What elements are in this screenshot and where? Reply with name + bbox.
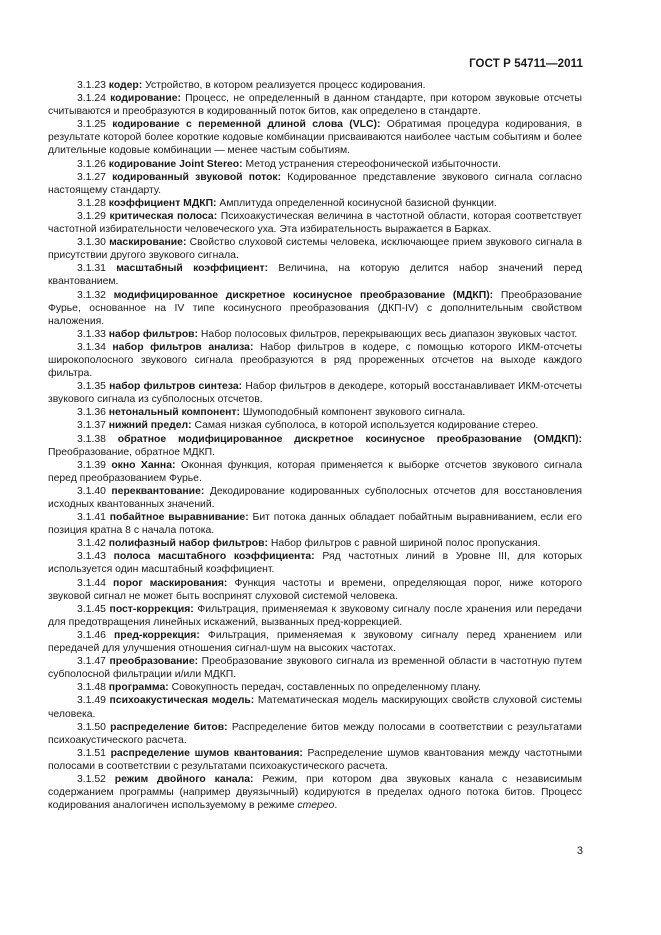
term-name: пост-коррекция: [109, 603, 194, 615]
term-definition [243, 407, 465, 418]
term-name: режим двойного канала: [114, 773, 254, 785]
term-number: 3.1.47 [77, 656, 106, 668]
term-name: нетональный компонент: [108, 407, 240, 419]
term-number: 3.1.52 [77, 773, 106, 785]
term-name: окно Ханна: [111, 459, 176, 471]
term-entry [48, 550, 582, 576]
term-name: порог маскирования: [113, 577, 228, 589]
term-definition-text: Декодирование кодированных субполосных отсчетов для восстановления исходных квантованных значений. [48, 485, 583, 510]
term-name: критическая полоса: [109, 210, 218, 222]
term-definition [201, 329, 577, 340]
term-definition-text: Набор фильтров в декодере, который восстанавливает ИКМ-отсчеты звукового сигнала из субполосных отсчетов. [48, 381, 582, 406]
term-definition-text: Бит потока данных обладает побайтным выравниванием, если его позиция кратна 8 с начала потока. [48, 512, 583, 537]
term-entry [48, 419, 582, 432]
term-definition-text: Набор фильтров в кодере, с помощью которого ИКМ-отсчеты широкополосного звукового сигнала преобразуются в ряд прореженных отсчетов на выходе каждого фильтра. [48, 341, 582, 380]
term-entry [48, 289, 582, 328]
term-number: 3.1.24 [77, 93, 106, 105]
term-definition-text: Процесс, не определенный в данном стандарте, при котором звуковые отсчеты считываются и преобразуются в кодированный поток битов, как определено в стандарте. [48, 93, 583, 118]
term-number: 3.1.37 [77, 420, 106, 432]
term-number: 3.1.25 [77, 119, 106, 131]
term-name: обратное модифицированное дискретное косинусное преобразование (ОМДКП): [117, 433, 583, 445]
terms-list [48, 79, 582, 812]
term-definition-text: Математическая модель маскирующих свойств слуховой системы человека. [48, 695, 583, 720]
term-number: 3.1.48 [77, 682, 106, 694]
term-name: распределение шумов квантования: [110, 747, 303, 759]
term-entry [48, 773, 582, 812]
term-entry [48, 721, 582, 747]
term-definition-text: Фильтрация, применяемая к звуковому сигналу перед хранением или передачей для улучшения отношения сигнал-шум на высоких частотах. [48, 629, 582, 655]
term-name: распределение битов: [110, 721, 228, 733]
term-number: 3.1.26 [77, 158, 106, 170]
term-entry [48, 380, 582, 406]
term-entry [48, 694, 582, 720]
term-definition-text: Оконная функция, которая применяется к выборке отсчетов звукового сигнала перед преобразованием Фурье. [48, 459, 583, 484]
term-name: кодирование с переменной длиной слова (VLC): [112, 119, 381, 131]
term-number: 3.1.42 [77, 538, 106, 550]
term-definition-text: Психоакустическая величина в частотной области, которая соответствует частотной избирательности человеческого уха. Эта избирательность выражается в Барках. [48, 210, 583, 236]
term-entry [48, 747, 582, 773]
term-name: побайтное выравнивание: [109, 512, 249, 524]
term-entry [48, 681, 582, 694]
term-name: кодированный звуковой поток: [112, 171, 282, 183]
term-number: 3.1.33 [77, 328, 106, 340]
term-number: 3.1.51 [77, 747, 106, 759]
term-number: 3.1.27 [77, 171, 106, 183]
term-number: 3.1.50 [77, 721, 106, 733]
term-name: психоакустическая модель: [109, 695, 255, 707]
term-definition [271, 538, 541, 549]
term-number: 3.1.23 [77, 80, 106, 91]
term-number: 3.1.40 [77, 485, 106, 497]
term-number: 3.1.46 [77, 629, 106, 641]
term-number: 3.1.29 [77, 210, 106, 222]
term-definition-text: Амплитуда определенной косинусной базисной функции. [219, 197, 497, 209]
term-name: программа: [108, 682, 169, 694]
term-definition-text: Режим, при котором два звуковых канала с независимым содержанием программы (например двуязычный) кодируются в пределах одного потока битов. Процесс кодирования аналогичен используемому в режиме [48, 773, 582, 812]
term-number: 3.1.39 [77, 459, 106, 471]
term-definition-tail: . [334, 800, 338, 812]
term-entry [48, 92, 582, 118]
term-entry [48, 655, 582, 681]
term-entry [48, 158, 582, 171]
term-definition-text: Метод устранения стереофонической избыточности. [245, 158, 501, 170]
term-number: 3.1.49 [77, 695, 106, 707]
term-number: 3.1.45 [77, 603, 106, 615]
term-definition-text: Преобразование звукового сигнала из временной области в частотную путем субполосной фильтрации и/или МДКП. [48, 656, 583, 681]
term-name: набор фильтров синтеза: [109, 381, 243, 393]
term-definition-text: Фильтрация, применяемая к звуковому сигналу после хранения или передачи для предотвращения линейных искажений, вызванных пред-коррекцией. [48, 603, 582, 628]
term-entry [48, 341, 582, 380]
term-number: 3.1.38 [77, 433, 106, 445]
term-entry [48, 197, 582, 210]
term-definition-text: Величина, на которую делится набор значений перед квантованием. [48, 263, 582, 288]
term-definition-text: Преобразование, обратное МДКП. [48, 446, 216, 458]
term-entry [48, 511, 582, 537]
term-number: 3.1.43 [77, 551, 106, 563]
term-entry [48, 629, 582, 655]
term-entry [48, 603, 582, 629]
term-definition [219, 198, 496, 209]
term-name: нижний предел: [108, 420, 192, 432]
term-definition [194, 420, 538, 431]
term-name: преобразование: [109, 656, 199, 668]
term-entry [48, 328, 582, 341]
term-name: набор фильтров: [108, 328, 199, 340]
term-name: набор фильтров анализа: [112, 341, 254, 353]
term-definition-text: Распределение шумов квантования между частотными полосами в соответствии с результатами психоакустического расчета. [48, 747, 582, 772]
term-entry [48, 171, 582, 197]
term-number: 3.1.36 [77, 407, 106, 419]
term-entry [48, 485, 582, 511]
term-name: полифазный набор фильтров: [108, 538, 268, 550]
document-standard-number: ГОСТ Р 54711—2011 [469, 58, 583, 70]
term-definition-text: Свойство слуховой системы человека, исключающее прием звукового сигнала в присутствии другого звукового сигнала. [48, 237, 583, 262]
term-definition-text: Преобразование Фурье, основанное на IV типе косинусного преобразования (ДКП-IV) с дополнительным свойством наложения. [48, 289, 582, 327]
term-definition-text: Самая низкая субполоса, в которой используется кодирование стерео. [194, 420, 539, 432]
term-name: коэффициент МДКП: [108, 197, 217, 209]
term-entry [48, 118, 582, 157]
term-entry [48, 262, 582, 288]
term-entry [48, 236, 582, 262]
page-number: 3 [576, 845, 583, 857]
term-name: кодер: [108, 80, 143, 91]
term-definition [172, 682, 481, 693]
term-definition [145, 80, 425, 91]
term-entry [48, 433, 582, 459]
term-definition-text: Набор фильтров с равной шириной полос пропускания. [270, 538, 541, 550]
term-definition-text: Обратимая процедура кодирования, в результате которой более короткие кодовые комбинации присваиваются наиболее частым событиям и более длительные кодовые комбинации — менее частым событиям. [48, 119, 582, 157]
term-name: модифицированное дискретное косинусное преобразование (МДКП): [113, 289, 494, 301]
term-entry [48, 79, 582, 92]
term-entry [48, 210, 582, 236]
term-definition-text: Устройство, в котором реализуется процесс кодирования. [145, 80, 426, 91]
term-name: масштабный коэффициент: [116, 263, 269, 275]
term-definition-text: Кодированное представление звукового сигнала согласно настоящему стандарту. [48, 171, 582, 196]
term-name: маскирование: [109, 237, 187, 249]
term-number: 3.1.41 [77, 512, 106, 524]
term-number: 3.1.31 [77, 263, 106, 275]
term-number: 3.1.30 [77, 237, 106, 249]
term-entry [48, 577, 582, 603]
term-definition-text: Совокупность передач, составленных по определенному плану. [171, 682, 481, 694]
term-definition-text: Ряд частотных линий в Уровне III, для которых используется один масштабный коэффициент. [48, 551, 583, 576]
term-definition-text: Функция частоты и времени, определяющая порог, ниже которого звуковой сигнал не может быть воспринят слуховой системой человека. [48, 577, 582, 602]
term-definition-emphasis: стерео [297, 800, 335, 812]
term-name: переквантование: [111, 485, 205, 497]
term-definition-text: Набор полосовых фильтров, перекрывающих весь диапазон звуковых частот. [200, 328, 578, 340]
term-number: 3.1.28 [77, 197, 106, 209]
term-name: полоса масштабного коэффициента: [113, 551, 315, 563]
term-entry [48, 537, 582, 550]
term-name: пред-коррекция: [113, 629, 200, 641]
term-number: 3.1.35 [77, 381, 106, 393]
term-name: кодирование Joint Stereo: [108, 158, 243, 170]
term-definition-text: Шумоподобный компонент звукового сигнала. [242, 407, 466, 419]
term-entry [48, 406, 582, 419]
term-name: кодирование: [110, 93, 181, 105]
term-number: 3.1.32 [77, 289, 106, 301]
term-definition [246, 159, 502, 170]
term-number: 3.1.44 [77, 577, 106, 589]
term-number: 3.1.34 [77, 341, 106, 353]
term-entry [48, 459, 582, 485]
term-definition-text: Распределение битов между полосами в соответствии с результатами психоакустического расчета. [48, 721, 582, 746]
term-definition [48, 447, 215, 458]
